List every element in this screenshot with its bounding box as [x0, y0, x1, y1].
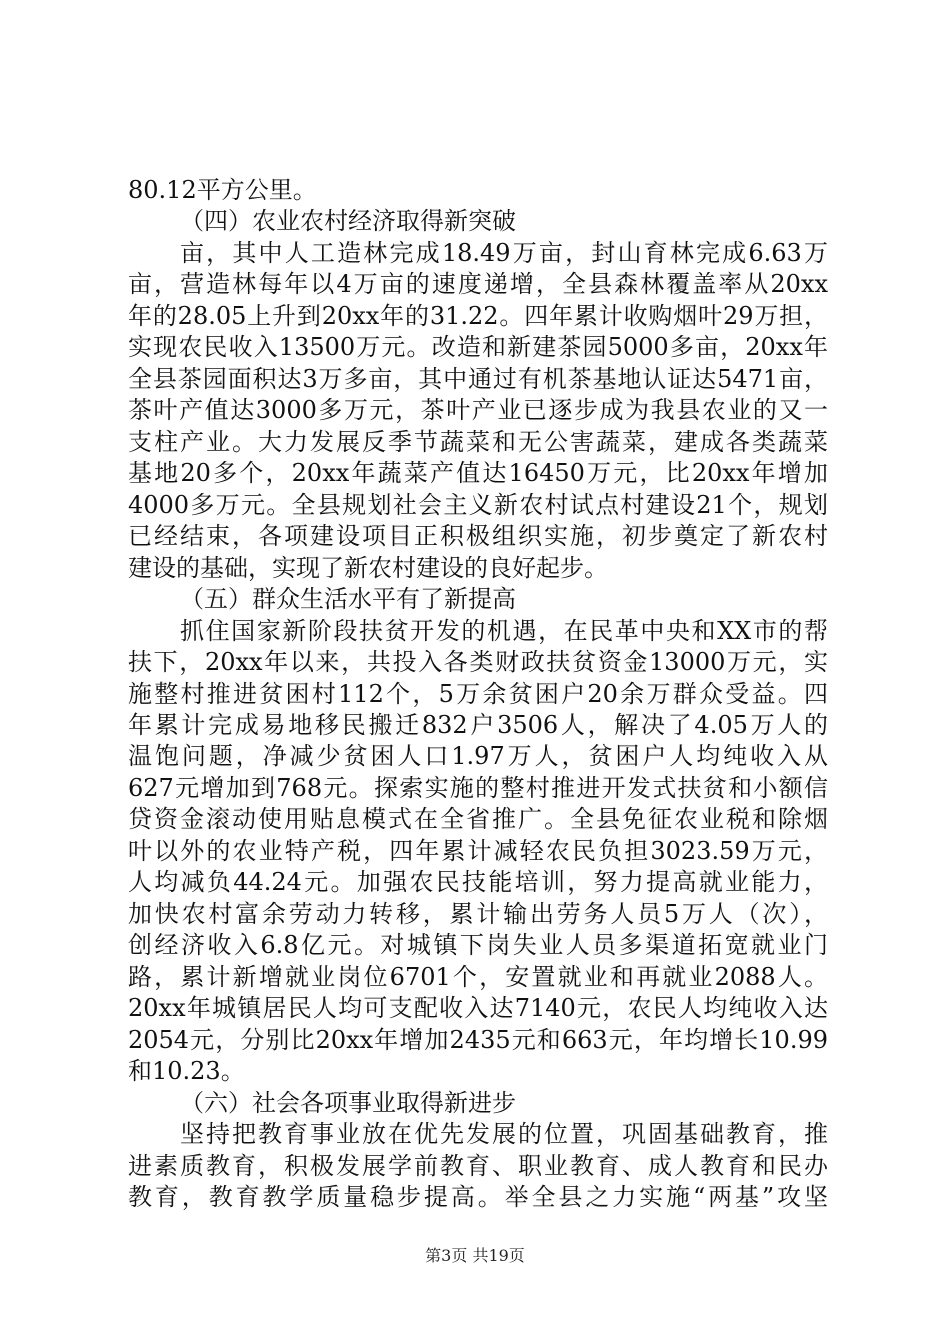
text-line: 627元增加到768元。探索实施的整村推进开发式扶贫和小额信 — [128, 774, 828, 802]
text-line: 亩，营造林每年以4万亩的速度递增，全县森林覆盖率从20xx — [128, 270, 828, 298]
page-footer: 第3页 共19页 — [425, 1246, 525, 1265]
text-line: 人均减负44.24元。加强农民技能培训，努力提高就业能力， — [128, 868, 828, 896]
paragraph-first-line: 抓住国家新阶段扶贫开发的机遇，在民革中央和XX市的帮 — [180, 617, 828, 645]
text-line: 支柱产业。大力发展反季节蔬菜和无公害蔬菜，建成各类蔬菜 — [128, 428, 828, 456]
text-line: 实现农民收入13500万元。改造和新建茶园5000多亩，20xx年 — [128, 333, 828, 361]
text-line: 和10.23。 — [128, 1057, 245, 1085]
text-line: 扶下，20xx年以来，共投入各类财政扶贫资金13000万元，实 — [128, 648, 828, 676]
text-line: 路，累计新增就业岗位6701个，安置就业和再就业2088人。 — [128, 963, 828, 991]
section-heading: （六）社会各项事业取得新进步 — [180, 1089, 516, 1117]
text-line: 2054元，分别比20xx年增加2435元和663元，年均增长10.99 — [128, 1026, 828, 1054]
paragraph-first-line: 坚持把教育事业放在优先发展的位置，巩固基础教育，推 — [180, 1120, 828, 1148]
text-line: 年累计完成易地移民搬迁832户3506人，解决了4.05万人的 — [128, 711, 828, 739]
text-line: 教育，教育教学质量稳步提高。举全县之力实施“两基”攻坚 — [128, 1183, 828, 1211]
section-heading: （五）群众生活水平有了新提高 — [180, 585, 516, 613]
text-line: 贷资金滚动使用贴息模式在全省推广。全县免征农业税和除烟 — [128, 805, 828, 833]
text-line: 叶以外的农业特产税，四年累计减轻农民负担3023.59万元， — [128, 837, 828, 865]
text-line: 4000多万元。全县规划社会主义新农村试点村建设21个，规划 — [128, 491, 828, 519]
text-line: 80.12平方公里。 — [128, 176, 317, 204]
text-line: 创经济收入6.8亿元。对城镇下岗失业人员多渠道拓宽就业门 — [128, 931, 828, 959]
text-line: 进素质教育，积极发展学前教育、职业教育、成人教育和民办 — [128, 1152, 828, 1180]
text-line: 基地20多个，20xx年蔬菜产值达16450万元，比20xx年增加 — [128, 459, 828, 487]
text-line: 20xx年城镇居民人均可支配收入达7140元，农民人均纯收入达 — [128, 994, 828, 1022]
text-line: 加快农村富余劳动力转移，累计输出劳务人员5万人（次）， — [128, 900, 828, 928]
text-line: 茶叶产值达3000多万元，茶叶产业已逐步成为我县农业的又一 — [128, 396, 828, 424]
text-line: 温饱问题，净减少贫困人口1.97万人，贫困户人均纯收入从 — [128, 742, 828, 770]
text-line: 已经结束，各项建设项目正积极组织实施，初步奠定了新农村 — [128, 522, 828, 550]
text-line: 年的28.05上升到20xx年的31.22。四年累计收购烟叶29万担， — [128, 302, 828, 330]
text-line: 建设的基础，实现了新农村建设的良好起步。 — [128, 554, 608, 582]
paragraph-first-line: 亩，其中人工造林完成18.49万亩，封山育林完成6.63万 — [180, 239, 828, 267]
text-line: 施整村推进贫困村112个，5万余贫困户20余万群众受益。四 — [128, 680, 828, 708]
section-heading: （四）农业农村经济取得新突破 — [180, 207, 516, 235]
text-line: 全县茶园面积达3万多亩，其中通过有机茶基地认证达5471亩， — [128, 365, 828, 393]
